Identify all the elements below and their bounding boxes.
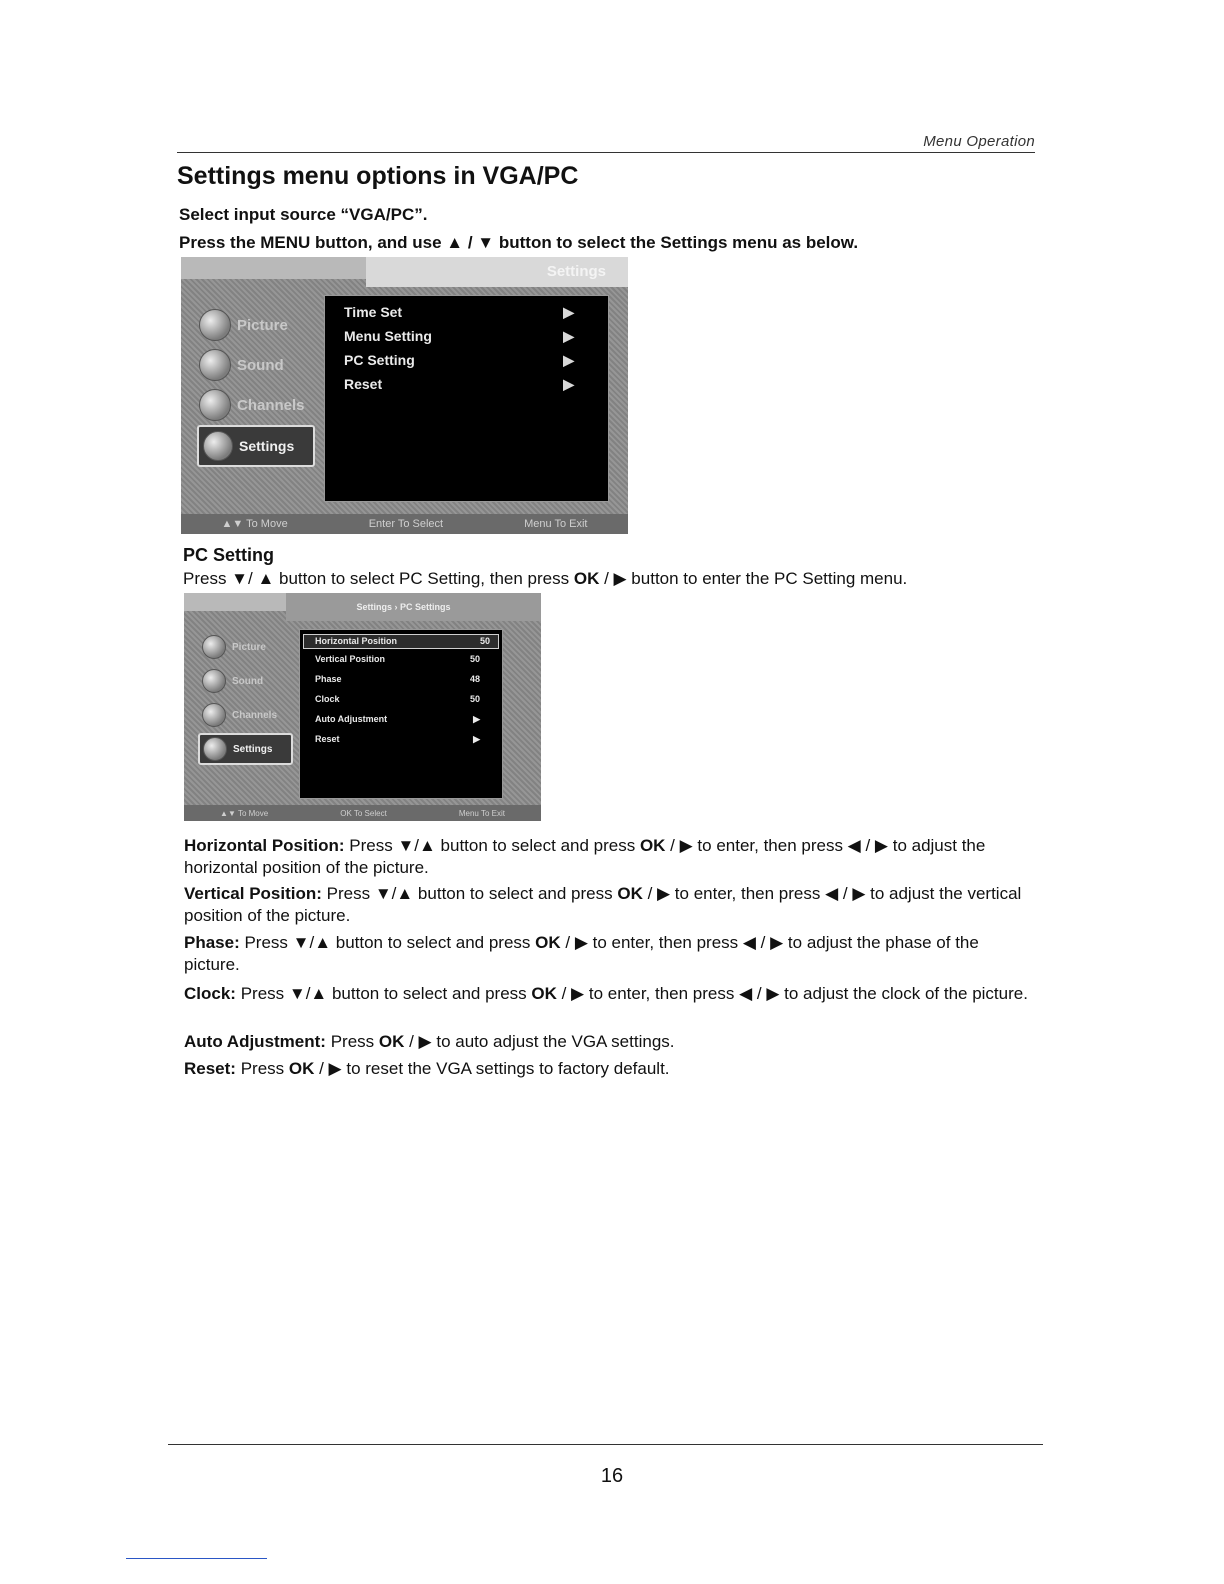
menu-item-label: Auto Adjustment: [315, 714, 388, 724]
menu-item-clock: [300, 694, 502, 704]
menu-item-label: Reset: [315, 734, 340, 744]
menu-item-value: 50: [469, 694, 480, 704]
left-menu-settings-active: [197, 425, 315, 467]
channels-icon: [202, 703, 226, 727]
chevron-right-icon: ▶: [473, 734, 480, 744]
osd-footer: [181, 514, 628, 534]
osd-title: Settings: [366, 257, 628, 287]
menu-item-pc-setting: [325, 352, 608, 369]
left-menu-label: Channels: [237, 396, 305, 414]
sound-icon: [202, 669, 226, 693]
menu-item-label: Clock: [315, 694, 340, 704]
footer-hint-select: OK To Select: [340, 808, 387, 818]
menu-item-value: 48: [469, 674, 480, 684]
left-menu-label: Picture: [232, 641, 266, 653]
menu-item-label: Time Set: [344, 304, 403, 320]
desc-reset: Reset: Press OK / ▶ to reset the VGA settings to factory default.: [184, 1059, 670, 1078]
menu-item-reset: [300, 734, 502, 745]
chevron-right-icon: ▶: [563, 328, 574, 344]
picture-icon: [202, 635, 226, 659]
desc-horizontal-position: Horizontal Position: Press ▼/▲ button to select and press OK / ▶ to enter, then press ◀ / ▶ to adjust the horizontal position of the picture.: [184, 836, 986, 877]
left-menu-sound: [199, 349, 284, 381]
menu-item-label: PC Setting: [344, 352, 415, 368]
left-menu-channels: [199, 389, 305, 421]
footer-hint-select: Enter To Select: [368, 518, 444, 530]
left-menu-label: Sound: [232, 675, 264, 687]
footer-hint-exit: Menu To Exit: [524, 518, 588, 530]
menu-item-auto-adjustment: [300, 714, 502, 725]
menu-item-vertical-position: [300, 654, 502, 664]
chevron-right-icon: ▶: [473, 714, 480, 724]
left-menu-label: Sound: [237, 356, 284, 374]
page-number: 16: [600, 1465, 624, 1487]
osd-top-bar: [181, 257, 381, 279]
section-header: Menu Operation: [923, 133, 1035, 150]
osd-title: Settings › PC Settings: [286, 593, 541, 621]
chevron-right-icon: ▶: [563, 352, 574, 368]
pc-setting-heading: PC Setting: [183, 545, 275, 565]
menu-item-value: 50: [469, 654, 480, 664]
desc-vertical-position: Vertical Position: Press ▼/▲ button to select and press OK / ▶ to enter, then press ◀ / ▶ to adjust the vertical position of the picture.: [184, 884, 1022, 925]
menu-item-horizontal-position: [303, 634, 499, 649]
footer-hint-move: ▲▼ To Move: [220, 808, 269, 818]
desc-phase: Phase: Press ▼/▲ button to select and press OK / ▶ to enter, then press ◀ / ▶ to adjust the phase of the picture.: [184, 933, 979, 974]
left-menu-label: Settings: [233, 743, 273, 755]
channels-icon: [199, 389, 231, 421]
desc-clock: Clock: Press ▼/▲ button to select and press OK / ▶ to enter, then press ◀ / ▶ to adjust the clock of the picture.: [184, 984, 1028, 1003]
left-menu-settings-active: [198, 733, 293, 765]
menu-item-label: Horizontal Position: [315, 636, 397, 646]
settings-menu-screenshot: [181, 257, 628, 534]
footer-hint-exit: Menu To Exit: [458, 808, 505, 818]
left-menu-channels: [202, 703, 277, 727]
left-menu-label: Settings: [239, 438, 295, 454]
left-menu-picture: [199, 309, 288, 341]
corner-line: [126, 1558, 267, 1559]
menu-item-label: Phase: [315, 674, 342, 684]
left-menu-label: Channels: [232, 709, 278, 721]
settings-icon: [203, 737, 227, 761]
menu-item-label: Reset: [344, 376, 383, 392]
footer-divider: [168, 1444, 1043, 1445]
menu-item-menu-setting: [325, 328, 608, 345]
menu-item-time-set: [325, 304, 608, 321]
menu-item-reset: [325, 376, 608, 393]
chevron-right-icon: ▶: [563, 376, 574, 392]
settings-icon: [203, 431, 233, 461]
menu-item-label: Vertical Position: [315, 654, 386, 664]
left-menu-picture: [202, 635, 266, 659]
menu-item-label: Menu Setting: [344, 328, 432, 344]
left-menu-label: Picture: [237, 316, 288, 334]
pc-settings-panel: [299, 629, 503, 799]
settings-submenu-panel: [324, 295, 609, 502]
page-title: Settings menu options in VGA/PC: [177, 162, 579, 190]
osd-footer: [184, 805, 541, 821]
pc-settings-screenshot: [184, 593, 541, 821]
footer-hint-move: ▲▼ To Move: [221, 518, 288, 530]
desc-auto-adjustment: Auto Adjustment: Press OK / ▶ to auto adjust the VGA settings.: [184, 1032, 675, 1051]
intro-line-1: Select input source “VGA/PC”.: [179, 205, 428, 224]
sound-icon: [199, 349, 231, 381]
header-divider: [177, 152, 1035, 153]
picture-icon: [199, 309, 231, 341]
menu-item-phase: [300, 674, 502, 684]
pc-setting-description: Press ▼/ ▲ button to select PC Setting, then press OK / ▶ button to enter the PC Setting menu.: [183, 569, 908, 588]
chevron-right-icon: ▶: [563, 304, 574, 320]
intro-line-2: Press the MENU button, and use ▲ / ▼ button to select the Settings menu as below.: [179, 233, 859, 252]
menu-item-value: 50: [479, 636, 490, 646]
left-menu-sound: [202, 669, 263, 693]
